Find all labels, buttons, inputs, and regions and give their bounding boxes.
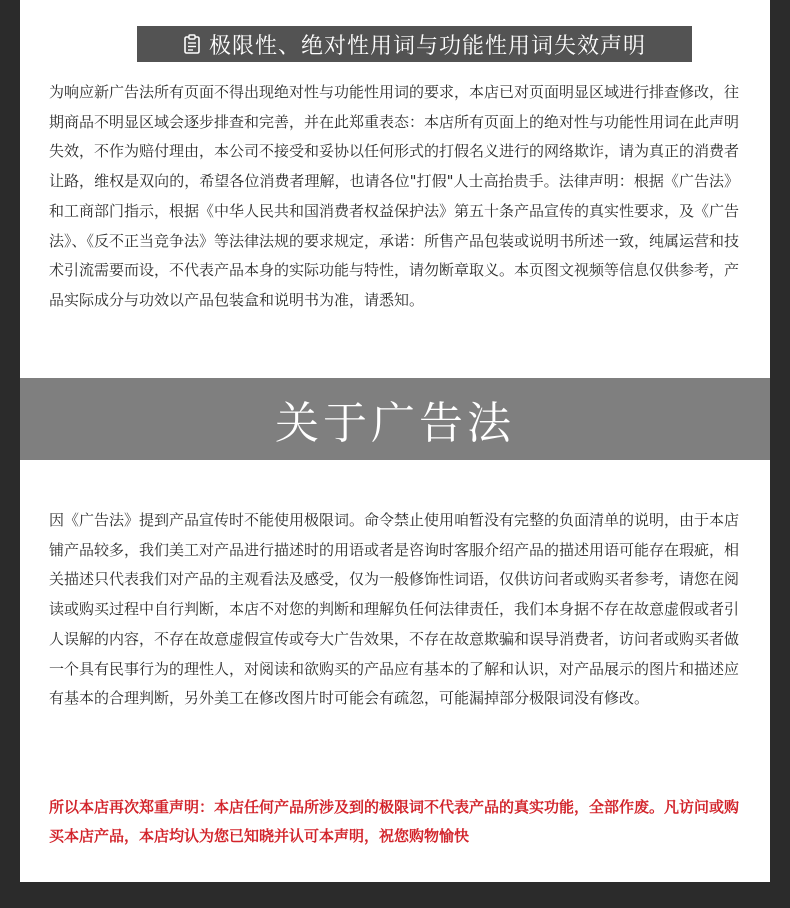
advert-law-body: 因《广告法》提到产品宣传时不能使用极限词。命令禁止使用咱暂没有完整的负面清单的说明，由于本店铺产品较多，我们美工对产品进行描述时的用语或者是咨询时客服介绍产品的描述用语可能存在瑕疵，相关描述只代表我们对产品的主观看法及感受，仅为一般修饰性词语，仅供访问者或购买者参考，请您在阅读或购买过程中自行判断，本店不对您的判断和理解负任何法律责任，我们本身据不存在故意虚假或者引人误解的内容，不存在故意虚假宣传或夸大广告效果，不存在故意欺骗和误导消费者，访问者或购买者做一个具有民事行为的理性人，对阅读和欲购买的产品应有基本的了解和认识，对产品展示的图片和描述应有基本的合理判断，另外美工在修改图片时可能会有疏忽，可能漏掉部分极限词没有修改。 — [49, 511, 740, 708]
section-title: 关于广告法 — [275, 398, 515, 449]
notice-panel — [20, 0, 770, 378]
notice-title: 极限性、绝对性用词与功能性用词失效声明 — [208, 33, 646, 59]
notice-body: 为响应新广告法所有页面不得出现绝对性与功能性用词的要求，本店已对页面明显区域进行排查修改，往期商品不明显区域会逐步排查和完善，并在此郑重表态：本店所有页面上的绝对性与功能性用词在此声明失效，不作为赔付理由，本公司不接受和妥协以任何形式的打假名义进行的网络欺诈，请为真正的消费者让路，维权是双向的，希望各位消费者理解，也请各位"打假"人士高抬贵手。法律声明：根据《广告法》和工商部门指示，根据《中华人民共和国消费者权益保护法》第五十条产品宣传的真实性要求，及《广告法》、《反不正当竞争法》等法律法规的要求规定，承诺：所售产品包装或说明书所述一致，纯属运营和技术引流需要而设，不代表产品本身的实际功能与特性，请勿断章取义。本页图文视频等信息仅供参考，产品实际成分与功效以产品包装盒和说明书为准，请悉知。 — [49, 83, 740, 309]
advert-law-panel — [20, 460, 770, 882]
final-statement: 所以本店再次郑重声明：本店任何产品所涉及到的极限词不代表产品的真实功能，全部作废。凡访问或购买本店产品，本店均认为您已知晓并认可本声明，祝您购物愉快 — [49, 798, 740, 845]
notice-title-bar — [137, 26, 692, 62]
clipboard-icon — [183, 34, 201, 54]
section-banner — [20, 378, 770, 460]
